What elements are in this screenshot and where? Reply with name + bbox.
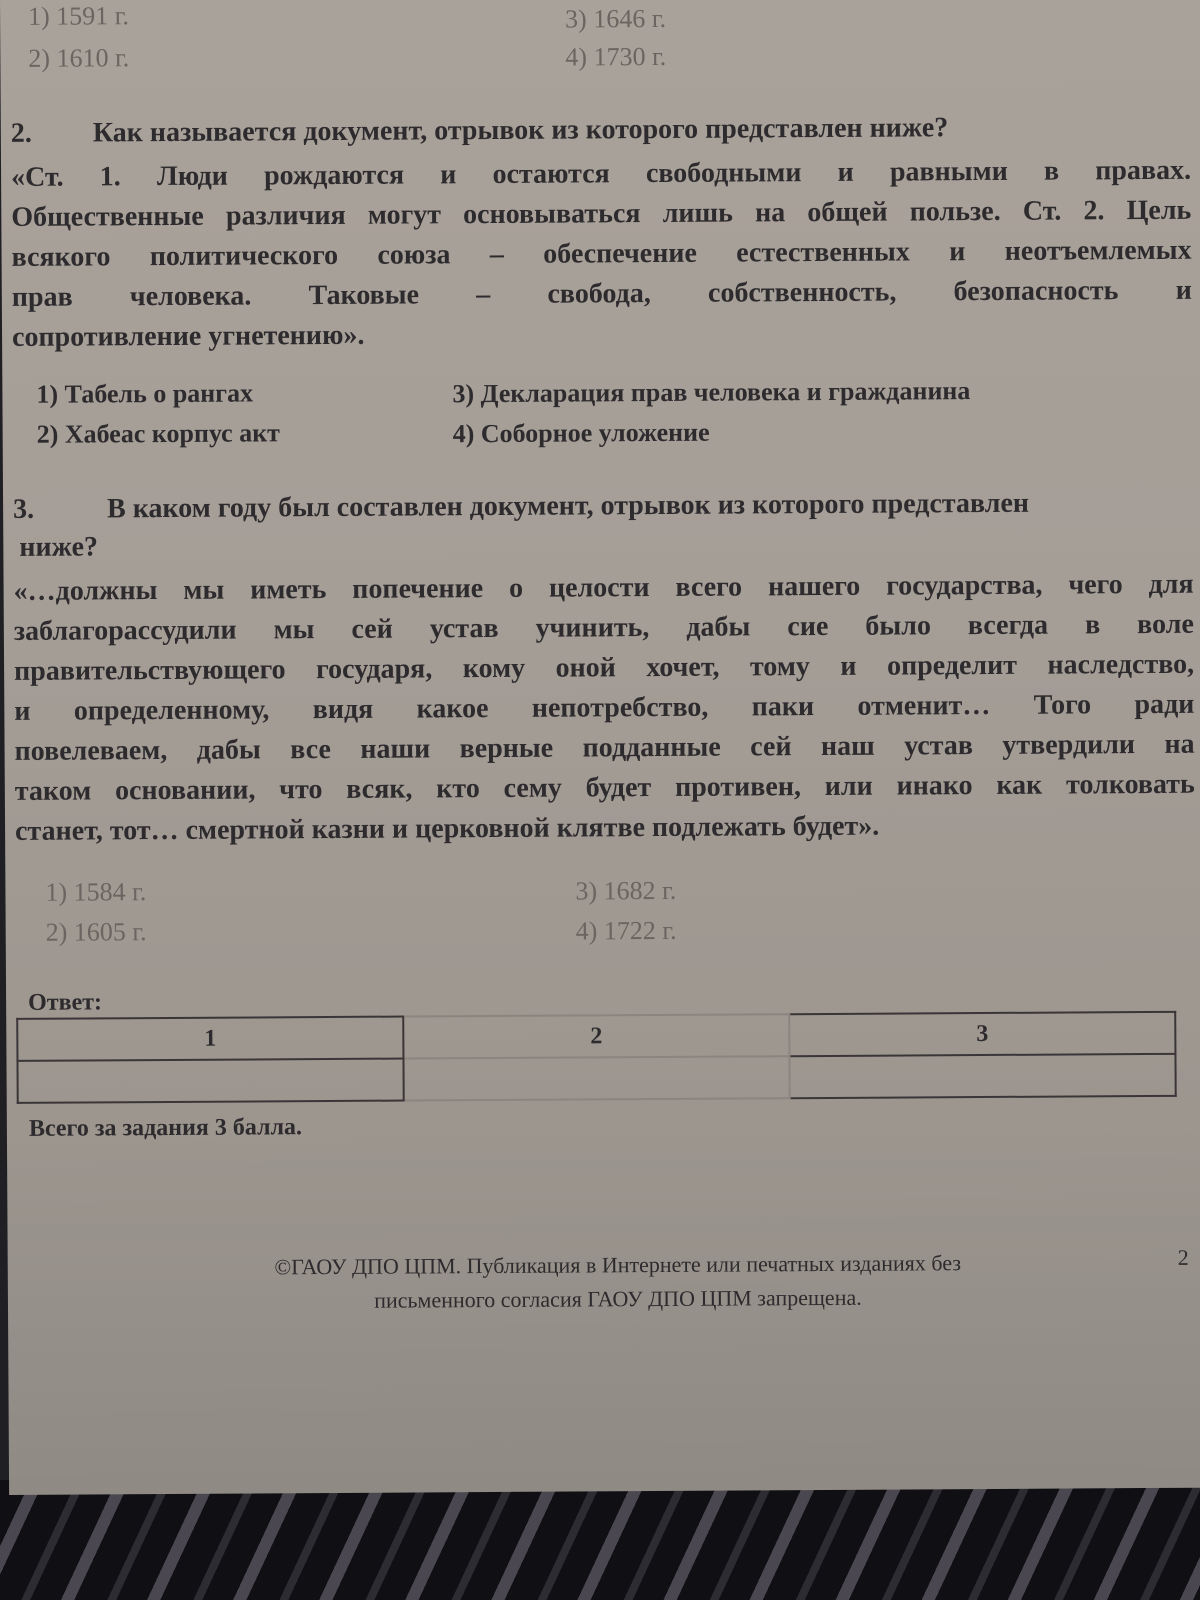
footer-line-1: ©ГАОУ ДПО ЦПМ. Публикация в Интернете или печатных изданиях без	[274, 1250, 962, 1280]
total-score: Всего за задания 3 балла.	[28, 1114, 303, 1142]
prev-option-2: 2) 1610 г.	[28, 43, 130, 73]
background-fabric	[0, 1480, 1200, 1600]
answer-header-row	[17, 1012, 1175, 1061]
passage-line: Общественные различия могут основываться лишь на общей пользе. Ст. 2. Цель	[11, 194, 1192, 233]
q3-option-4: 4) 1722 г.	[575, 915, 677, 946]
page-number: 2	[1177, 1244, 1189, 1270]
passage-line: таком основании, что всяк, кто сему будет противен, или инако как толковать	[14, 768, 1195, 807]
question-3-text-line1: В каком году был составлен документ, отрывок из которого представлен	[107, 487, 1030, 525]
copyright-footer	[148, 1245, 1088, 1319]
q3-option-1: 1) 1584 г.	[45, 877, 147, 907]
question-3-passage	[13, 565, 1195, 852]
passage-line: повелеваем, дабы все наши верные подданные сей наш устав утвердили на	[14, 728, 1195, 767]
question-2-passage	[11, 151, 1192, 358]
answer-column-3-header: 3	[789, 1012, 1175, 1056]
q2-option-2: 2) Хабеас корпус акт	[36, 418, 280, 449]
question-3-text-line2: ниже?	[19, 531, 99, 563]
passage-line: заблагорассудили мы сей устав учинить, дабы сие было всегда в воле	[13, 608, 1194, 647]
answer-cell-3[interactable]	[789, 1054, 1175, 1098]
prev-option-3: 3) 1646 г.	[565, 3, 667, 34]
answer-cell-1[interactable]	[17, 1059, 403, 1103]
passage-line: всякого политического союза – обеспечение естественных и неотъемлемых	[11, 234, 1192, 273]
passage-line: «Ст. 1. Люди рождаются и остаются свободными и равными в правах.	[10, 154, 1192, 193]
footer-line-2: письменного согласия ГАОУ ДПО ЦПМ запрещена.	[374, 1284, 862, 1313]
question-3-number: 3.	[13, 493, 35, 525]
passage-line: и определенному, видя какое непотребство, паки отменит… Того ради	[14, 688, 1195, 727]
q3-option-2: 2) 1605 г.	[45, 917, 147, 947]
q2-option-3: 3) Декларация прав человека и гражданина	[452, 376, 971, 409]
answer-cell-2[interactable]	[403, 1056, 789, 1100]
prev-option-4: 4) 1730 г.	[565, 41, 667, 72]
answer-column-1-header: 1	[17, 1017, 403, 1061]
q2-option-1: 1) Табель о рангах	[36, 378, 254, 409]
question-2-number: 2.	[10, 117, 32, 149]
passage-line: станет, тот… смертной казни и церковной клятве подлежать будет».	[14, 810, 880, 847]
passage-line: прав человека. Таковые – свобода, собственность, безопасность и	[11, 274, 1192, 313]
q2-option-4: 4) Соборное уложение	[452, 417, 710, 449]
passage-line: «…должны мы иметь попечение о целости всего нашего государства, чего для	[13, 568, 1194, 607]
prev-option-1: 1) 1591 г.	[28, 1, 130, 31]
answer-input-row	[17, 1054, 1175, 1103]
q3-option-3: 3) 1682 г.	[575, 875, 677, 906]
passage-line: сопротивление угнетению».	[11, 319, 365, 353]
question-2-text: Как называется документ, отрывок из которого представлен ниже?	[92, 112, 949, 149]
answer-label: Ответ:	[28, 989, 103, 1016]
answer-column-2-header: 2	[403, 1014, 789, 1058]
answer-table	[16, 1011, 1177, 1104]
passage-line: правительствующего государя, кому оной хочет, тому и определит наследство,	[14, 648, 1195, 687]
